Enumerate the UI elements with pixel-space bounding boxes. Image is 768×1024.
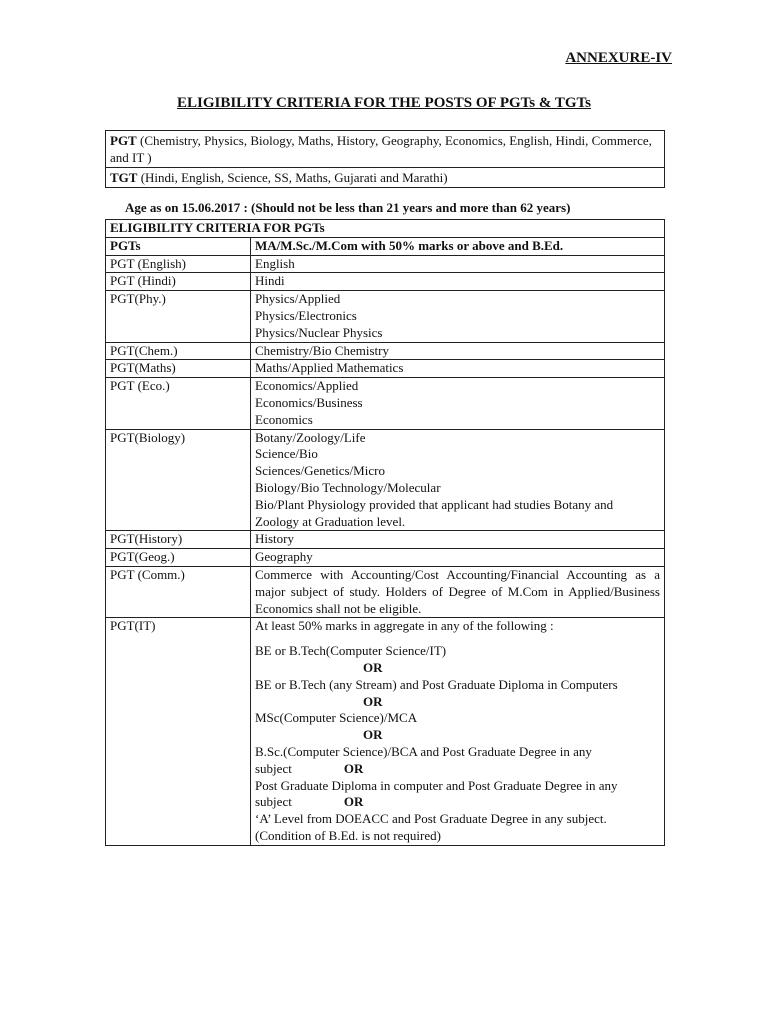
qualification-cell (251, 291, 665, 342)
table-row (106, 566, 665, 617)
tgt-subjects-cell (106, 168, 665, 188)
col2-header: MA/M.Sc./M.Com with 50% marks or above and B.Ed. (251, 237, 665, 255)
qualification-line: Economics/Applied (255, 378, 359, 394)
qualification-cell (251, 255, 665, 273)
table-row (106, 131, 665, 168)
it-option: ‘A’ Level from DOEACC and Post Graduate Degree in any subject. (255, 811, 607, 827)
post-cell: PGT(Biology) (106, 429, 251, 531)
table-row (106, 429, 665, 531)
pgt-criteria-table (105, 219, 665, 846)
table-row (106, 273, 665, 291)
age-note: Age as on 15.06.2017 : (Should not be less than 21 years and more than 62 years) (125, 200, 571, 215)
post-cell: PGT(History) (106, 531, 251, 549)
qualification-cell (251, 273, 665, 291)
qualification-cell (251, 618, 665, 845)
qualification-cell (251, 531, 665, 549)
qualification-cell (251, 429, 665, 531)
qualification-line: Sciences/Genetics/Micro (255, 463, 385, 479)
it-option: BE or B.Tech(Computer Science/IT) (255, 643, 447, 659)
qualification-cell (251, 378, 665, 429)
table-row (106, 378, 665, 429)
qualification-cell (251, 549, 665, 567)
qualification-cell: Commerce with Accounting/Cost Accounting/Financial Accounting as a major subject of study. Holders of Degree of M.Com in Applied/Business Economics shall not be eligible. (251, 566, 665, 617)
qualification-line: Physics/Nuclear Physics (255, 324, 383, 340)
post-cell: PGT (Comm.) (106, 566, 251, 617)
qualification-line: Economics/Business (255, 394, 363, 410)
post-cell: PGT (English) (106, 255, 251, 273)
it-option: B.Sc.(Computer Science)/BCA and Post Graduate Degree in any (255, 743, 592, 759)
it-note: (Condition of B.Ed. is not required) (255, 827, 441, 843)
posts-table (105, 130, 665, 188)
header-row (106, 237, 665, 255)
qualification-line: Hindi (255, 273, 285, 289)
qualification-line: Maths/Applied Mathematics (255, 360, 404, 376)
or-separator: OR (363, 727, 383, 743)
or-separator: OR (343, 760, 364, 776)
post-cell: PGT (Hindi) (106, 273, 251, 291)
it-option-continued (255, 794, 660, 811)
it-option-continued (255, 761, 660, 778)
table-row (106, 168, 665, 188)
table-row (106, 531, 665, 549)
qualification-line: Biology/Bio Technology/Molecular (255, 479, 441, 495)
it-option-tail: subject (255, 760, 292, 776)
qualification-line: Science/Bio (255, 446, 318, 462)
section-title-row (106, 220, 665, 238)
post-cell: PGT(Chem.) (106, 342, 251, 360)
post-cell: PGT (Eco.) (106, 378, 251, 429)
qualification-cell (251, 342, 665, 360)
col1-header: PGTs (106, 237, 251, 255)
it-option-tail: subject (255, 794, 292, 810)
it-intro: At least 50% marks in aggregate in any of the following : (255, 618, 554, 634)
qualification-line: Chemistry/Bio Chemistry (255, 342, 389, 358)
post-cell: PGT(IT) (106, 618, 251, 845)
pgt-subjects: (Chemistry, Physics, Biology, Maths, History, Geography, Economics, English, Hindi, Commerce, and IT ) (110, 133, 652, 165)
it-option: BE or B.Tech (any Stream) and Post Graduate Diploma in Computers (255, 676, 618, 692)
or-separator: OR (343, 794, 364, 810)
post-cell: PGT(Maths) (106, 360, 251, 378)
qualification-line: History (255, 531, 294, 547)
section-title: ELIGIBILITY CRITERIA FOR PGTs (106, 220, 665, 238)
qualification-line: Botany/Zoology/Life (255, 429, 366, 445)
qualification-cell (251, 360, 665, 378)
post-cell: PGT(Phy.) (106, 291, 251, 342)
it-option: Post Graduate Diploma in computer and Post Graduate Degree in any (255, 777, 618, 793)
pgt-label: PGT (110, 133, 137, 148)
qualification-line: Economics (255, 411, 313, 427)
table-row (106, 342, 665, 360)
qualification-line: Physics/Electronics (255, 307, 357, 323)
post-cell: PGT(Geog.) (106, 549, 251, 567)
tgt-subjects: (Hindi, English, Science, SS, Maths, Gujarati and Marathi) (137, 170, 448, 185)
it-option: MSc(Computer Science)/MCA (255, 710, 418, 726)
tgt-label: TGT (110, 170, 138, 185)
table-row (106, 360, 665, 378)
qualification-line: Bio/Plant Physiology provided that applicant had studies Botany and Zoology at Graduation level. (255, 496, 614, 529)
qualification-line: Physics/Applied (255, 291, 341, 307)
pgt-subjects-cell (106, 131, 665, 168)
qualification-line: Geography (255, 549, 313, 565)
qualification-line: English (255, 255, 295, 271)
spacer (255, 635, 660, 643)
or-separator: OR (363, 659, 383, 675)
annexure-label: ANNEXURE-IV (565, 50, 672, 66)
document-title: ELIGIBILITY CRITERIA FOR THE POSTS OF PGTs & TGTs (176, 95, 592, 111)
table-row (106, 291, 665, 342)
table-row (106, 549, 665, 567)
or-separator: OR (363, 693, 383, 709)
table-row (106, 618, 665, 845)
table-row (106, 255, 665, 273)
